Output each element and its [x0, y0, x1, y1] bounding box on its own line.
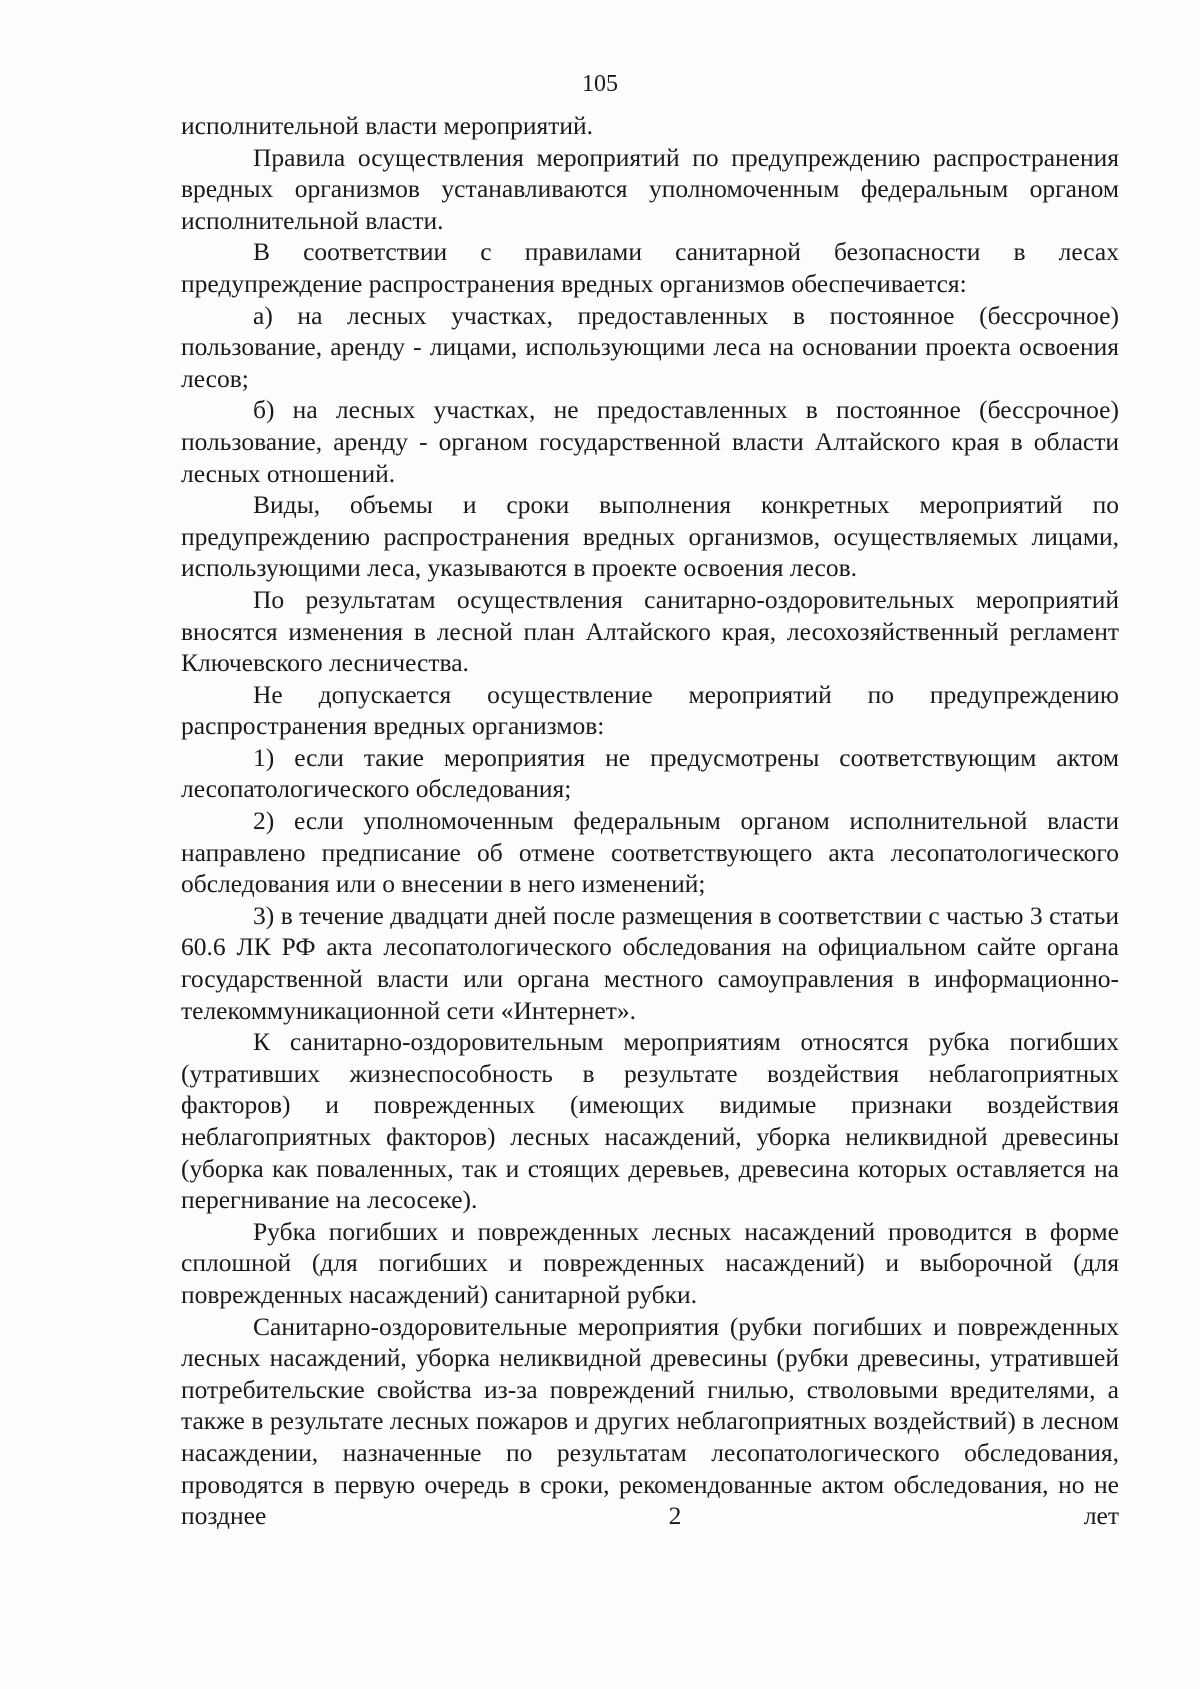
paragraph-measures-timing: Санитарно-оздоровительные мероприятия (рубки погибших и поврежденных лесных насаждений, уборка неликвидной древесины (рубки древесины, утратившей потребительские свойства из-за повреждений гнилью, стволовыми вредителями, а также в результате лесных пожаров и других неблагоприятных воздействий) в лесном насаждении, назначенные по результатам лесопатологического обследования, проводятся в первую очередь в сроки, рекомендованные актом обследования, но не позднее 2 лет [181, 1311, 1119, 1531]
paragraph-sanitary-measures: К санитарно-оздоровительным мероприятиям относятся рубка погибших (утративших жизнеспособность в результате воздействия неблагоприятных факторов) и поврежденных (имеющих видимые признаки воздействия неблагоприятных факторов) лесных насаждений, уборка неликвидной древесины (уборка как поваленных, так и стоящих деревьев, древесина которых оставляется на перегнивание на лесосеке). [181, 1027, 1119, 1215]
paragraph-continuation: исполнительной власти мероприятий. [181, 111, 594, 140]
body-text [181, 110, 1119, 1532]
paragraph-types-volumes: Виды, объемы и сроки выполнения конкретных мероприятий по предупреждению распространения вредных организмов, осуществляемых лицами, использующими леса, указываются в проекте освоения лесов. [181, 490, 1119, 583]
paragraph-rules: Правила осуществления мероприятий по предупреждению распространения вредных организмов устанавливаются уполномоченным федеральным органом исполнительной власти. [181, 142, 1119, 235]
list-item-3: 3) в течение двадцати дней после размещения в соответствии с частью 3 статьи 60.6 ЛК РФ акта лесопатологического обследования на официальном сайте органа государственной власти или органа местного самоуправления в информационно-телекоммуникационной сети «Интернет». [181, 900, 1119, 1025]
paragraph-sanitary-safety: В соответствии с правилами санитарной безопасности в лесах предупреждение распространения вредных организмов обеспечивается: [181, 237, 1119, 298]
list-item-a: а) на лесных участках, предоставленных в постоянное (бессрочное) пользование, аренду - лицами, использующими леса на основании проекта освоения лесов; [181, 300, 1119, 393]
list-item-1: 1) если такие мероприятия не предусмотрены соответствующим актом лесопатологического обследования; [181, 742, 1119, 804]
page-number: 105 [582, 71, 618, 97]
paragraph-not-allowed: Не допускается осуществление мероприятий по предупреждению распространения вредных организмов: [181, 679, 1119, 741]
list-item-b: б) на лесных участках, не предоставленных в постоянное (бессрочное) пользование, аренду - органом государственной власти Алтайского края в области лесных отношений. [181, 395, 1119, 488]
list-item-2: 2) если уполномоченным федеральным органом исполнительной власти направлено предписание об отмене соответствующего акта лесопатологического обследования или о внесении в него изменений; [181, 806, 1119, 899]
paragraph-results: По результатам осуществления санитарно-оздоровительных мероприятий вносятся изменения в лесной план Алтайского края, лесохозяйственный регламент Ключевского лесничества. [181, 584, 1119, 678]
paragraph-felling: Рубка погибших и поврежденных лесных насаждений проводится в форме сплошной (для погибших и поврежденных насаждений) и выборочной (для поврежденных насаждений) санитарной рубки. [181, 1216, 1119, 1309]
